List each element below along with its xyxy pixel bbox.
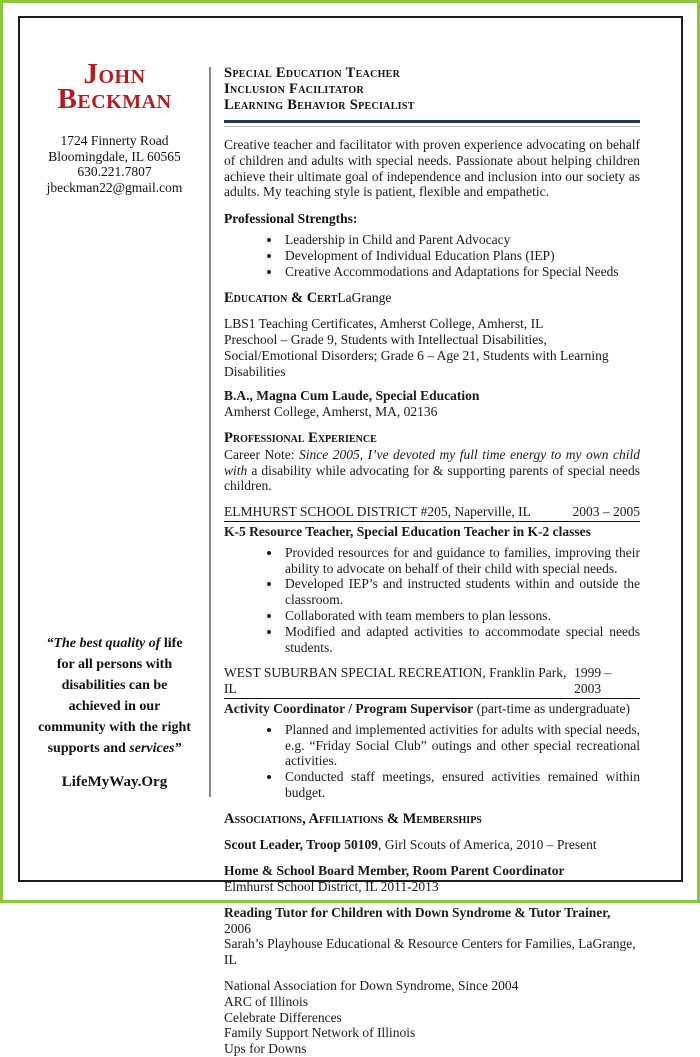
membership-item: ARC of Illinois — [224, 993, 309, 1009]
association-org: Sarah’s Playhouse Educational & Resource Centers for Families, LaGrange, IL — [224, 936, 636, 968]
association-detail: 2006 — [224, 920, 251, 936]
career-note-italic: Since 2005, I’ve devoted my full time energy to my own child with — [224, 446, 640, 478]
degree-entry — [224, 388, 640, 420]
employer-dates: 2003 – 2005 — [572, 504, 640, 520]
job-bullet: • Modified and adapted activities to accommodate special needs students. — [282, 624, 640, 656]
strength-item: • Leadership in Child and Parent Advocacy — [282, 232, 640, 248]
personal-quote — [37, 633, 193, 759]
job-bullet: • Collaborated with team members to plan lessons. — [282, 608, 640, 624]
phone-number: 630.221.7807 — [77, 164, 152, 179]
quote-tail: services” — [129, 741, 182, 756]
strength-item: • Development of Individual Education Plans (IEP) — [282, 248, 640, 264]
associations-heading: Associations, Affiliations & Memberships — [224, 810, 482, 827]
main-column — [211, 18, 681, 1057]
strengths-list — [224, 232, 640, 279]
association-entry — [224, 837, 640, 853]
person-name — [20, 58, 209, 115]
header-rule-thin — [224, 126, 640, 127]
strength-item: • Creative Accommodations and Adaptations for Special Needs — [282, 264, 640, 280]
email-address: jbeckman22@gmail.com — [46, 179, 183, 195]
membership-item: Ups for Downs — [224, 1041, 307, 1057]
certificate-title: LBS1 Teaching Certificates — [224, 316, 374, 332]
association-entry — [224, 863, 640, 895]
career-note — [224, 447, 640, 494]
membership-item: Celebrate Differences — [224, 1009, 342, 1025]
memberships-list — [224, 978, 640, 1057]
contact-block — [20, 133, 209, 195]
quote-lead: “The best quality of — [46, 636, 161, 651]
address-street: 1724 Finnerty Road — [60, 133, 169, 148]
education-heading-suffix: LaGrange — [337, 290, 392, 306]
education-heading — [224, 290, 640, 307]
job-role-title: K-5 Resource Teacher, Special Education Teacher in K-2 classes — [224, 523, 591, 539]
strengths-heading: Professional Strengths: — [224, 211, 358, 227]
job-bullets — [224, 722, 640, 801]
association-role: Scout Leader, Troop 50109 — [224, 837, 379, 853]
education-heading-smallcaps: Education & Cert — [224, 290, 338, 307]
headline-titles — [224, 65, 640, 113]
certificate-description: Preschool – Grade 9, Students with Intellectual Disabilities, Social/Emotional Disorders; Grade 6 – Age 21, Students with Learning Disabilities — [224, 331, 609, 379]
header-rule-thick — [224, 120, 640, 123]
certificate-detail: , Amherst College, Amherst, IL — [373, 316, 544, 332]
sidebar — [20, 18, 209, 880]
job-bullets — [224, 545, 640, 656]
summary-paragraph: Creative teacher and facilitator with proven experience advocating on behalf of children and adults with special needs. Passionate about helping children achieve their ultimate goal of independence and inclusion into our society as adults. My teaching style is patient, flexible and empathetic. — [224, 137, 640, 200]
degree-detail: Amherst College, Amherst, MA, 02136 — [224, 404, 438, 420]
job-bullet: • Developed IEP’s and instructed students within and outside the classroom. — [282, 576, 640, 608]
career-note-rest: a disability while advocating for & supporting parents of special needs children. — [224, 462, 640, 494]
career-note-label: Career Note: — [224, 446, 299, 462]
job-role-suffix: (part-time as undergraduate) — [473, 700, 631, 716]
website-link: LifeMyWay.Org — [61, 774, 168, 790]
job-bullet: • Provided resources for and guidance to families, improving their ability to advocate on behalf of their child with special needs. — [282, 545, 640, 577]
job-bullet: • Conducted staff meetings, ensured activities remained within budget. — [282, 769, 640, 801]
job-role-title: Activity Coordinator / Program Supervisor — [224, 700, 474, 716]
page-frame — [18, 16, 683, 1057]
employer-row — [224, 504, 640, 522]
employer-name: WEST SUBURBAN SPECIAL RECREATION, Franklin Park, IL — [224, 665, 567, 697]
degree-title: B.A., Magna Cum Laude, Special Education — [224, 388, 480, 404]
person-last-name: Beckman — [57, 83, 172, 115]
experience-heading: Professional Experience — [224, 429, 377, 446]
person-first-name: John — [83, 58, 146, 90]
employer-dates: 1999 – 2003 — [574, 665, 612, 697]
headline-title-2: Inclusion Facilitator — [224, 81, 365, 97]
association-role: Home & School Board Member, Room Parent Coordinator — [224, 863, 565, 879]
association-entry — [224, 905, 640, 968]
membership-item: Family Support Network of Illinois — [224, 1025, 416, 1041]
headline-title-1: Special Education Teacher — [224, 65, 401, 81]
association-role: Reading Tutor for Children with Down Syndrome & Tutor Trainer, — [224, 904, 611, 920]
association-detail: , Girl Scouts of America, 2010 – Present — [378, 837, 597, 853]
association-org: Elmhurst School District, IL 2011-2013 — [224, 879, 439, 895]
job-bullet: • Planned and implemented activities for adults with special needs, e.g. “Friday Social Club” outings and other special recreational activities. — [282, 722, 640, 769]
employer-row — [224, 665, 640, 699]
job-role — [224, 524, 640, 540]
job-role — [224, 701, 640, 717]
membership-item: National Association for Down Syndrome, Since 2004 — [224, 978, 519, 994]
headline-title-3: Learning Behavior Specialist — [224, 97, 415, 113]
address-city: Bloomingdale, IL 60565 — [48, 148, 181, 164]
quote-middle: life for all persons with disabilities can be achieved in our community with the right supports and — [38, 636, 191, 756]
certificate-entry — [224, 316, 640, 379]
employer-name: ELMHURST SCHOOL DISTRICT #205, Naperville, IL — [224, 504, 531, 520]
